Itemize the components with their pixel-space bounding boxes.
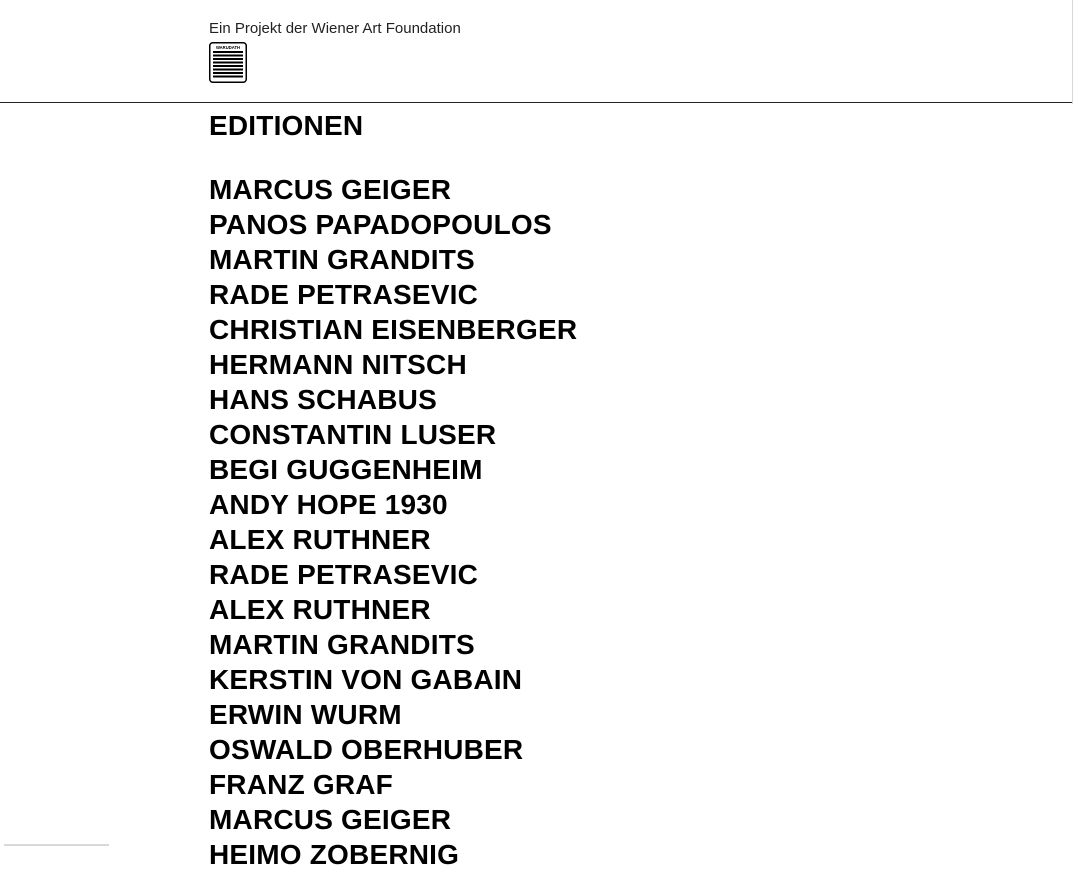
artist-list-item: [209, 662, 577, 697]
artist-list-item: [209, 592, 577, 627]
artist-link-martin-grandits[interactable]: MARTIN GRANDITS: [209, 244, 475, 275]
artist-link-christian-eisenberger[interactable]: CHRISTIAN EISENBERGER: [209, 314, 578, 345]
scrollbar-track[interactable]: [1072, 0, 1080, 104]
logo-text: WARUDATH: [215, 45, 241, 50]
artist-list-item: [209, 312, 577, 347]
artist-list-item: [209, 242, 577, 277]
artist-link-franz-graf[interactable]: FRANZ GRAF: [209, 769, 393, 800]
artist-list-item: [209, 627, 577, 662]
artist-link-begi-guggenheim[interactable]: BEGI GUGGENHEIM: [209, 454, 483, 485]
artist-list-item: [209, 697, 577, 732]
artist-list-item: [209, 487, 577, 522]
bottom-divider: [4, 844, 109, 846]
artist-link-marcus-geiger-2[interactable]: MARCUS GEIGER: [209, 804, 452, 835]
artist-link-alex-ruthner-2[interactable]: ALEX RUTHNER: [209, 594, 431, 625]
page-title: EDITIONEN: [209, 110, 364, 141]
artist-list: [209, 172, 577, 872]
artist-list-item: [209, 172, 577, 207]
artist-list-item: [209, 732, 577, 767]
artist-list-item: [209, 802, 577, 837]
artist-link-rade-petrasevic-2[interactable]: RADE PETRASEVIC: [209, 559, 479, 590]
foundation-tagline: Ein Projekt der Wiener Art Foundation: [209, 20, 461, 37]
artist-list-item: [209, 452, 577, 487]
artist-link-marcus-geiger[interactable]: MARCUS GEIGER: [209, 174, 452, 205]
artist-list-item: [209, 382, 577, 417]
warte-logo-icon[interactable]: [209, 42, 247, 83]
artist-link-panos-papadopoulos[interactable]: PANOS PAPADOPOULOS: [209, 209, 552, 240]
artist-link-hermann-nitsch[interactable]: HERMANN NITSCH: [209, 349, 467, 380]
artist-list-item: [209, 347, 577, 382]
artist-link-martin-grandits-2[interactable]: MARTIN GRANDITS: [209, 629, 475, 660]
artist-list-item: [209, 767, 577, 802]
artist-list-item: [209, 277, 577, 312]
artist-link-erwin-wurm[interactable]: ERWIN WURM: [209, 699, 402, 730]
artist-list-item: [209, 207, 577, 242]
artist-list-item: [209, 417, 577, 452]
site-header: [0, 0, 1080, 103]
artist-list-item: [209, 837, 577, 872]
artist-link-heimo-zobernig[interactable]: HEIMO ZOBERNIG: [209, 839, 460, 870]
artist-link-hans-schabus[interactable]: HANS SCHABUS: [209, 384, 437, 415]
artist-list-item: [209, 557, 577, 592]
artist-link-kerstin-von-gabain[interactable]: KERSTIN VON GABAIN: [209, 664, 523, 695]
artist-link-andy-hope-1930[interactable]: ANDY HOPE 1930: [209, 489, 448, 520]
artist-link-constantin-luser[interactable]: CONSTANTIN LUSER: [209, 419, 497, 450]
artist-link-rade-petrasevic[interactable]: RADE PETRASEVIC: [209, 279, 479, 310]
artist-link-alex-ruthner[interactable]: ALEX RUTHNER: [209, 524, 431, 555]
artist-link-oswald-oberhuber[interactable]: OSWALD OBERHUBER: [209, 734, 524, 765]
artist-list-item: [209, 522, 577, 557]
